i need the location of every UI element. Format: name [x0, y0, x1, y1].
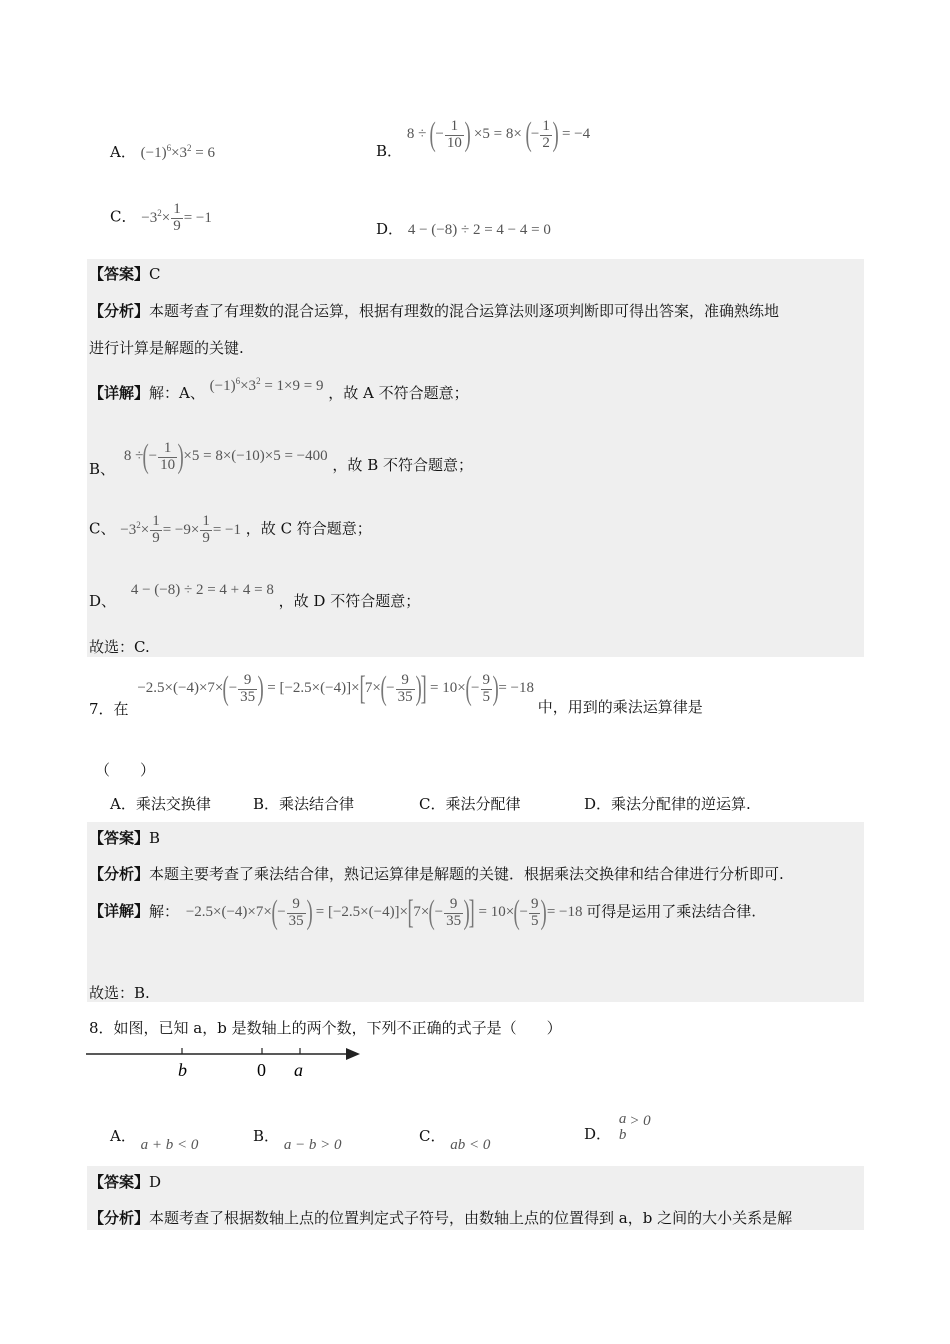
- arrow-head-icon: [346, 1048, 360, 1060]
- q6-detail-d: D、 4 − (−8) ÷ 2 = 4 + 4 = 8 ，故 D 不符合题意；: [89, 582, 421, 610]
- q6-analysis-line2: 进行计算是解题的关键.: [89, 339, 244, 357]
- q6-option-a-expr: $(-1)^6\times 3^2 = 6$: [140, 143, 216, 161]
- q8-option-a: A． a + b < 0: [110, 1127, 199, 1153]
- q8-option-c: C． ab < 0: [419, 1127, 491, 1153]
- q8-option-b: B． a − b > 0: [253, 1127, 342, 1153]
- q7-paren: （ ）: [95, 761, 156, 779]
- q7-conclusion: 故选：B.: [89, 984, 150, 1002]
- q7-option-c: C．乘法分配律: [419, 795, 521, 813]
- q7-expression: −2.5×(−4)×7×(− $\frac{9}{35}$ ) = [−2.5×(−4)]×[7×(− $\frac{9}{35}$ )] = 10×(− $\frac{9}{5}$ )= −18: [137, 670, 534, 707]
- q7-option-b: B．乘法结合律: [253, 795, 355, 813]
- q8-option-d: D． a b > 0: [584, 1111, 651, 1144]
- q6-analysis: 【分析】本题考查了有理数的混合运算，根据有理数的混合运算法则逐项判断即可得出答案，准确熟练地: [89, 302, 780, 320]
- number-line: [86, 1040, 366, 1082]
- q6-detail-c: C、 $-3^2\times$ $\frac{1}{9}$ = −9× $\frac{1}{9}$ = −1 ，故 C 符合题意；: [89, 513, 372, 546]
- q6-option-a: A． $(-1)^6\times 3^2 = 6$: [110, 143, 216, 161]
- q7-option-a: A．乘法交换律: [110, 795, 211, 813]
- q6-detail-a: 【详解】解：A、 $(-1)^6\times 3^2 = 1\times 9 = 9$ ，故 A 不符合题意；: [89, 376, 469, 402]
- q6-answer: 【答案】C: [89, 265, 161, 283]
- q8-answer: 【答案】D: [89, 1173, 162, 1191]
- label-b: b: [178, 1060, 187, 1080]
- q8-analysis: 【分析】本题考查了根据数轴上点的位置判定式子符号，由数轴上点的位置得到 a，b 之间的大小关系是解: [89, 1209, 793, 1227]
- q7-analysis: 【分析】本题主要考查了乘法结合律，熟记运算律是解题的关键．根据乘法交换律和结合律进行分析即可.: [89, 865, 784, 883]
- q6-conclusion: 故选：C.: [89, 638, 150, 656]
- q7-detail: 【详解】解： −2.5×(−4)×7×(− $\frac{9}{35}$ ) = [−2.5×(−4)]×[7×(− $\frac{9}{35}$ )] = 10×(− $\frac{9}{5}$ )= −18 可得是运用了乘法结合律.: [89, 894, 757, 931]
- q7-question: 7．在 −2.5×(−4)×7×(− $\frac{9}{35}$ ) = [−2.5×(−4)]×[7×(− $\frac{9}{35}$ )] = 10×(− $\frac{9}{5}$ )= −18 中，用到的乘法运算律是: [89, 670, 703, 719]
- label-0: 0: [257, 1060, 266, 1080]
- q6-option-b: B． 8 ÷ (− $\frac{1}{10}$ ) ×5 = 8× (− $\frac{1}{2}$ ) = −4: [376, 116, 591, 161]
- q6-option-d-expr: 4 − (−8) ÷ 2 = 4 − 4 = 0: [407, 222, 551, 238]
- q8-question: 8．如图，已知 a，b 是数轴上的两个数，下列不正确的式子是（ ）: [89, 1019, 562, 1037]
- label-a: a: [294, 1060, 303, 1080]
- q6-option-d: D． 4 − (−8) ÷ 2 = 4 − 4 = 0: [376, 220, 551, 238]
- q6-option-c: C． $-3^2\times$ $\frac{1}{9}$ = −1: [110, 201, 212, 234]
- q6-detail-b: B、 8 ÷(− $\frac{1}{10}$ )×5 = 8×(−10)×5 = −400 ，故 B 不符合题意；: [89, 438, 473, 479]
- q6-option-b-expr: 8 ÷ (− $\frac{1}{10}$ ) ×5 = 8× (− $\frac{1}{2}$ ) = −4: [406, 116, 591, 153]
- q7-option-d: D．乘法分配律的逆运算.: [584, 795, 751, 813]
- q7-answer: 【答案】B: [89, 829, 161, 847]
- q6-option-c-expr: $-3^2\times$ $\frac{1}{9}$ = −1: [141, 201, 212, 234]
